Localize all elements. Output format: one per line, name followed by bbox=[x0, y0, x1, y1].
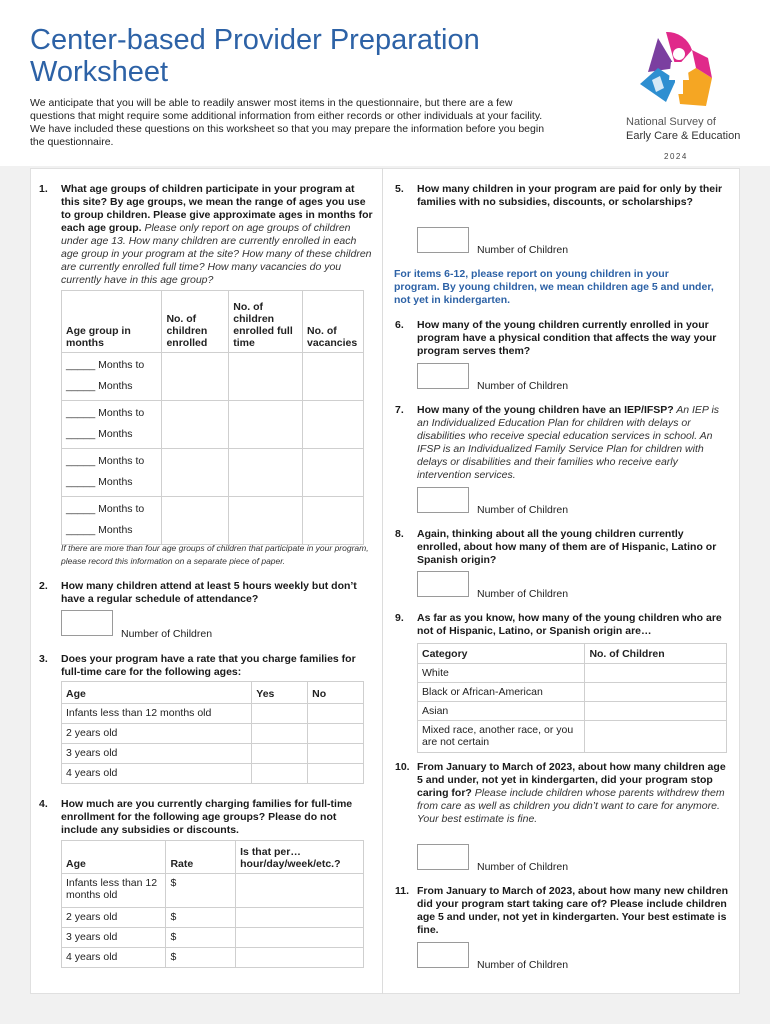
vacancies-cell[interactable] bbox=[303, 449, 364, 497]
yes-cell[interactable] bbox=[252, 704, 308, 724]
question-number: 6. bbox=[395, 319, 404, 331]
question-number: 11. bbox=[395, 885, 410, 897]
age-to-label: _____ Months bbox=[66, 428, 133, 440]
no-cell[interactable] bbox=[308, 724, 364, 744]
yes-cell[interactable] bbox=[252, 744, 308, 764]
category-cell: White bbox=[418, 664, 585, 683]
intro-text: We anticipate that you will be able to readily answer most items in the questionnaire, but there are a few questions that might require some additional information from either records or other individuals at your facility. We have included these questions on this worksheet so that you may prepare the information before you begin the questionnaire. bbox=[30, 97, 545, 148]
question-1-instructions: Please only report on age groups of children under age 13. How many children are currently enrolled in each age group in your program at the site? How many of these children are currently enrolled full time? How many vacancies do you currently have in this age group? bbox=[61, 222, 372, 286]
q1-footnote: If there are more than four age groups of children that participate in your program, please record this information on a separate piece of paper. bbox=[61, 543, 369, 566]
question-6-text: How many of the young children currently enrolled in your program have a physical condition that affects the way your program serves them? bbox=[417, 319, 717, 357]
no-cell[interactable] bbox=[308, 704, 364, 724]
col-enrolled-full-time: No. of children enrolled full time bbox=[229, 291, 303, 353]
q11-number-label: Number of Children bbox=[477, 959, 569, 971]
question-8-text: Again, thinking about all the young children currently enrolled, about how many of them are of Hispanic, Latino or Spanish origin? bbox=[417, 528, 717, 566]
question-number: 2. bbox=[39, 580, 48, 592]
age-cell: 4 years old bbox=[62, 948, 166, 968]
q2-number-input[interactable] bbox=[61, 610, 113, 636]
question-number: 10. bbox=[395, 761, 410, 773]
col-age: Age bbox=[62, 841, 166, 874]
q8-number-input[interactable] bbox=[417, 571, 469, 597]
rate-cell[interactable]: $ bbox=[166, 928, 236, 948]
brand-line-1: National Survey of bbox=[626, 116, 716, 128]
question-number: 4. bbox=[39, 798, 48, 810]
question-7-text: How many of the young children have an IEP/IFSP? bbox=[417, 404, 674, 416]
question-1-text: What age groups of children participate in your program at this site? By age groups, we mean the range of ages you use to group children. Please give approximate ages in months for each age group. bbox=[61, 183, 373, 234]
col-per-period: Is that per… hour/day/week/etc.? bbox=[236, 841, 364, 874]
question-6 bbox=[395, 319, 727, 358]
full-time-cell[interactable] bbox=[229, 401, 303, 449]
col-vacancies: No. of vacancies bbox=[303, 291, 364, 353]
question-number: 7. bbox=[395, 404, 404, 416]
q6-number-input[interactable] bbox=[417, 363, 469, 389]
col-rate: Rate bbox=[166, 841, 236, 874]
question-10-instructions: Please include children whose parents withdrew them from care as well as children you didn’t want to care for anymore. Your best estimate is fine. bbox=[417, 787, 725, 825]
question-number: 1. bbox=[39, 183, 48, 195]
question-2 bbox=[39, 580, 373, 606]
age-cell: 3 years old bbox=[62, 928, 166, 948]
question-4-text: How much are you currently charging families for full-time enrollment for the following age groups? Please do not include any subsidies or discounts. bbox=[61, 798, 353, 836]
q8-number-label: Number of Children bbox=[477, 588, 569, 600]
age-to-label: _____ Months bbox=[66, 524, 133, 536]
question-number: 9. bbox=[395, 612, 404, 624]
q5-number-label: Number of Children bbox=[477, 244, 569, 256]
table-row bbox=[418, 664, 727, 683]
col-age-group: Age group in months bbox=[62, 291, 162, 353]
full-time-cell[interactable] bbox=[229, 497, 303, 545]
question-7 bbox=[395, 404, 727, 482]
age-cell: 3 years old bbox=[62, 744, 252, 764]
q9-category-table bbox=[417, 643, 727, 753]
no-cell[interactable] bbox=[308, 744, 364, 764]
question-2-text: How many children attend at least 5 hours weekly but don’t have a regular schedule of attendance? bbox=[61, 580, 357, 605]
question-number: 5. bbox=[395, 183, 404, 195]
age-cell: 2 years old bbox=[62, 908, 166, 928]
column-divider bbox=[382, 168, 383, 994]
question-11 bbox=[395, 885, 729, 937]
full-time-cell[interactable] bbox=[229, 449, 303, 497]
age-from-label: _____ Months to bbox=[66, 359, 145, 371]
no-cell[interactable] bbox=[308, 764, 364, 784]
age-cell: 4 years old bbox=[62, 764, 252, 784]
q11-number-input[interactable] bbox=[417, 942, 469, 968]
period-cell[interactable] bbox=[236, 908, 364, 928]
title-line-2: Worksheet bbox=[30, 56, 169, 88]
enrolled-cell[interactable] bbox=[162, 353, 229, 401]
age-cell: Infants less than 12 months old bbox=[62, 874, 166, 908]
age-cell: Infants less than 12 months old bbox=[62, 704, 252, 724]
enrolled-cell[interactable] bbox=[162, 401, 229, 449]
col-category: Category bbox=[418, 644, 585, 664]
question-7-instructions: An IEP is an Individualized Education Plan for children with delays or disabilities who receive special education services in school. An IFSP is an Individualized Family Service Plan for children with delays or disabilities and their families who receive early intervention services. bbox=[417, 404, 720, 481]
age-from-label: _____ Months to bbox=[66, 503, 145, 515]
col-no: No bbox=[308, 682, 364, 704]
category-cell: Asian bbox=[418, 702, 585, 721]
yes-cell[interactable] bbox=[252, 764, 308, 784]
count-cell[interactable] bbox=[585, 664, 727, 683]
col-count: No. of Children bbox=[585, 644, 727, 664]
q3-rate-table bbox=[61, 681, 364, 784]
enrolled-cell[interactable] bbox=[162, 497, 229, 545]
col-enrolled: No. of children enrolled bbox=[162, 291, 229, 353]
count-cell[interactable] bbox=[585, 721, 727, 753]
table-row bbox=[62, 497, 364, 545]
q7-number-label: Number of Children bbox=[477, 504, 569, 516]
page-title bbox=[30, 24, 550, 88]
count-cell[interactable] bbox=[585, 683, 727, 702]
q1-age-group-table bbox=[61, 290, 364, 545]
table-row bbox=[418, 702, 727, 721]
vacancies-cell[interactable] bbox=[303, 353, 364, 401]
age-cell: 2 years old bbox=[62, 724, 252, 744]
question-8 bbox=[395, 528, 727, 567]
question-1 bbox=[39, 183, 373, 287]
full-time-cell[interactable] bbox=[229, 353, 303, 401]
vacancies-cell[interactable] bbox=[303, 401, 364, 449]
period-cell[interactable] bbox=[236, 948, 364, 968]
table-row bbox=[62, 353, 364, 401]
brand-line-2: Early Care & Education bbox=[626, 130, 741, 142]
question-9-text: As far as you know, how many of the young children who are not of Hispanic, Latino, or Spanish origin are… bbox=[417, 612, 722, 637]
col-yes: Yes bbox=[252, 682, 308, 704]
q2-number-label: Number of Children bbox=[121, 628, 213, 640]
age-from-label: _____ Months to bbox=[66, 407, 145, 419]
q4-charge-table bbox=[61, 840, 364, 968]
rate-cell[interactable]: $ bbox=[166, 874, 236, 908]
table-row bbox=[62, 744, 364, 764]
question-3 bbox=[39, 653, 373, 679]
question-5-text: How many children in your program are paid for only by their families with no subsidies, discounts, or scholarships? bbox=[417, 183, 723, 208]
age-range-cell[interactable] bbox=[62, 401, 162, 449]
question-9 bbox=[395, 612, 727, 638]
question-number: 3. bbox=[39, 653, 48, 665]
table-row bbox=[418, 721, 727, 753]
title-line-1: Center-based Provider Preparation bbox=[30, 24, 480, 56]
q10-number-input[interactable] bbox=[417, 844, 469, 870]
age-range-cell[interactable] bbox=[62, 353, 162, 401]
count-cell[interactable] bbox=[585, 702, 727, 721]
category-cell: Mixed race, another race, or you are not certain bbox=[418, 721, 585, 753]
table-row bbox=[62, 724, 364, 744]
table-row bbox=[62, 764, 364, 784]
table-row bbox=[62, 908, 364, 928]
rate-cell[interactable]: $ bbox=[166, 948, 236, 968]
question-11-text: From January to March of 2023, about how many new children did your program start taking care of? Please include children age 5 and under, not yet in kindergarten. Your best estimate is fine. bbox=[417, 885, 728, 936]
q7-number-input[interactable] bbox=[417, 487, 469, 513]
q5-number-input[interactable] bbox=[417, 227, 469, 253]
table-row bbox=[418, 683, 727, 702]
header bbox=[0, 0, 770, 166]
col-age: Age bbox=[62, 682, 252, 704]
age-from-label: _____ Months to bbox=[66, 455, 145, 467]
table-row bbox=[62, 449, 364, 497]
table-row bbox=[62, 928, 364, 948]
q6-number-label: Number of Children bbox=[477, 380, 569, 392]
age-to-label: _____ Months bbox=[66, 476, 133, 488]
period-cell[interactable] bbox=[236, 874, 364, 908]
items-6-12-note: For items 6-12, please report on young children in your program. By young children, we mean children age 5 and under, not yet in kindergarten. bbox=[394, 268, 714, 306]
q10-number-label: Number of Children bbox=[477, 861, 569, 873]
vacancies-cell[interactable] bbox=[303, 497, 364, 545]
table-row bbox=[62, 401, 364, 449]
enrolled-cell[interactable] bbox=[162, 449, 229, 497]
question-4 bbox=[39, 798, 373, 837]
question-10-text: From January to March of 2023, about how many children age 5 and under, not yet in kindergarten, did your program stop caring for? bbox=[417, 761, 726, 799]
table-row bbox=[62, 874, 364, 908]
question-10 bbox=[395, 761, 727, 826]
category-cell: Black or African-American bbox=[418, 683, 585, 702]
table-row bbox=[62, 948, 364, 968]
nsece-logo-icon bbox=[636, 28, 716, 110]
question-number: 8. bbox=[395, 528, 404, 540]
yes-cell[interactable] bbox=[252, 724, 308, 744]
rate-cell[interactable]: $ bbox=[166, 908, 236, 928]
brand-year: 2024 bbox=[664, 152, 688, 161]
question-3-text: Does your program have a rate that you charge families for full-time care for the following ages: bbox=[61, 653, 356, 678]
period-cell[interactable] bbox=[236, 928, 364, 948]
age-range-cell[interactable] bbox=[62, 449, 162, 497]
age-to-label: _____ Months bbox=[66, 380, 133, 392]
table-row bbox=[62, 704, 364, 724]
question-5 bbox=[395, 183, 727, 209]
age-range-cell[interactable] bbox=[62, 497, 162, 545]
